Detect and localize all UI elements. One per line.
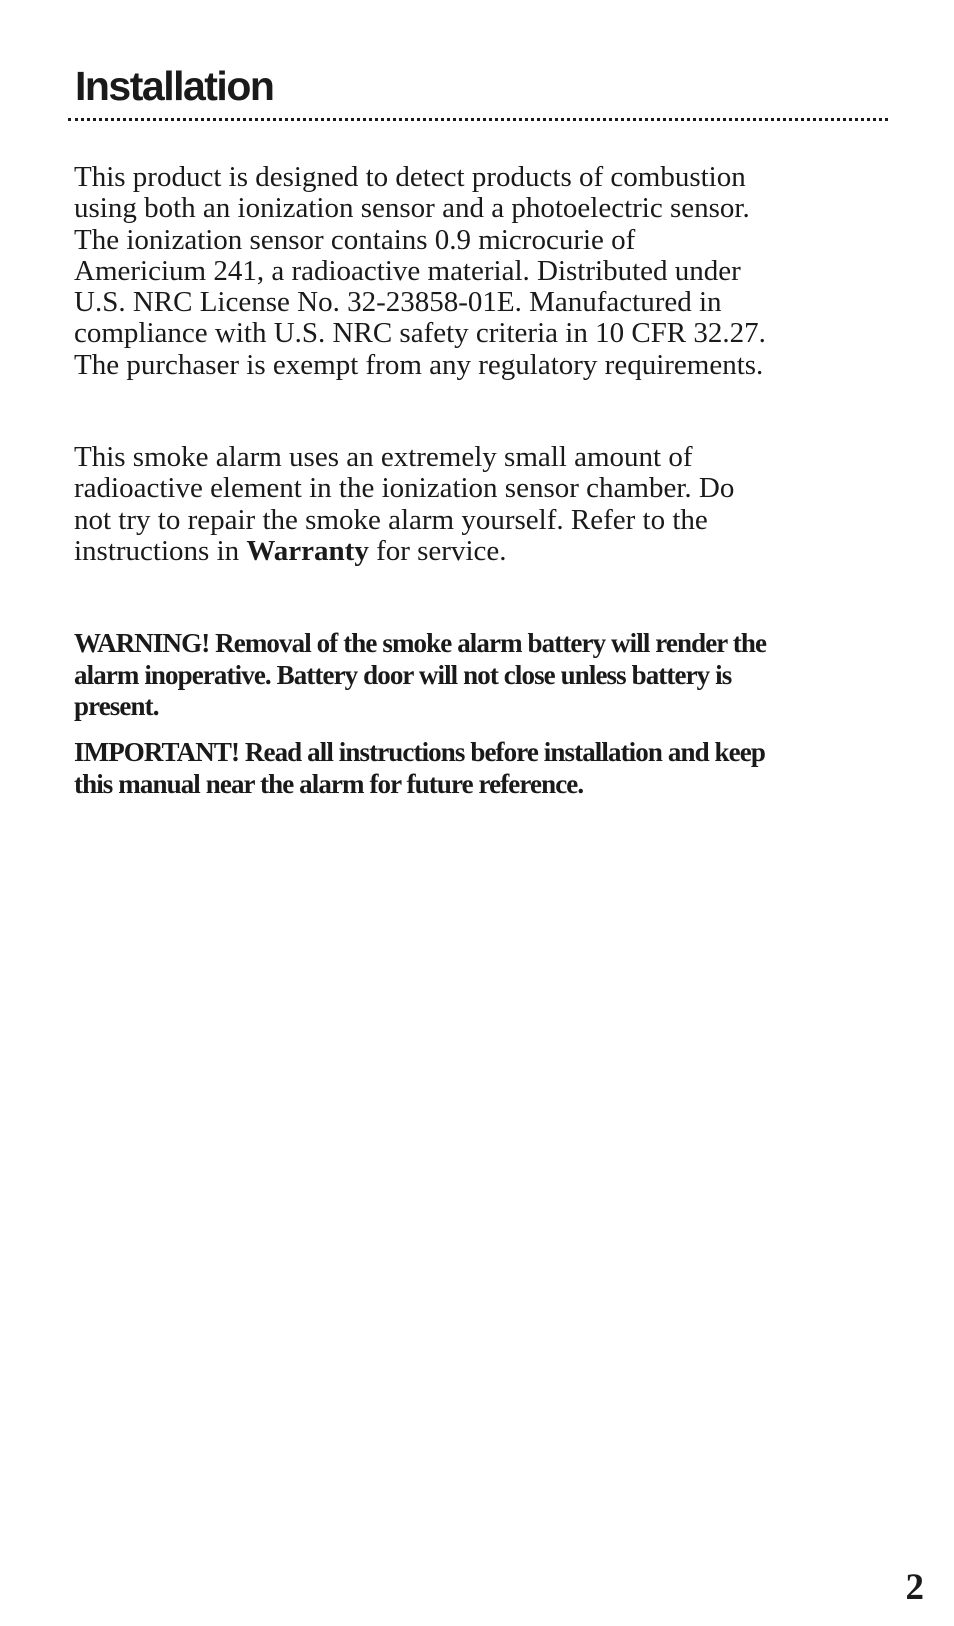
- paragraph-line: The purchaser is exempt from any regulatory requirements.: [74, 348, 764, 381]
- paragraph-text: instructions in: [74, 534, 247, 567]
- important-notice: [74, 737, 924, 800]
- paragraph-line: radioactive element in the ionization sensor chamber. Do: [74, 472, 735, 505]
- warning-line: alarm inoperative. Battery door will not close unless battery is: [74, 659, 732, 690]
- paragraph-line: This smoke alarm uses an extremely small amount of: [74, 441, 693, 473]
- paragraph-line: U.S. NRC License No. 32-23858-01E. Manufactured in: [74, 286, 722, 319]
- paragraph-text: for service.: [368, 534, 507, 567]
- important-line: IMPORTANT! Read all instructions before installation and keep: [74, 737, 765, 767]
- paragraph-line: This product is designed to detect products of combustion: [74, 161, 746, 193]
- paragraph-line: compliance with U.S. NRC safety criteria in 10 CFR 32.27.: [74, 317, 766, 350]
- repair-notice-paragraph: [74, 442, 924, 567]
- paragraph-line: not try to repair the smoke alarm yourself. Refer to the: [74, 503, 708, 536]
- important-line: this manual near the alarm for future reference.: [74, 768, 584, 799]
- paragraph-line: using both an ionization sensor and a photoelectric sensor.: [74, 192, 750, 225]
- warning-line: present.: [74, 691, 159, 721]
- paragraph-line: The ionization sensor contains 0.9 microcurie of: [74, 223, 636, 256]
- battery-warning: [74, 628, 924, 723]
- radioactive-disclosure-paragraph: [74, 162, 924, 381]
- paragraph-line: [74, 536, 924, 567]
- warranty-reference: Warranty: [246, 534, 369, 567]
- paragraph-line: Americium 241, a radioactive material. Distributed under: [74, 254, 741, 287]
- warning-line: WARNING! Removal of the smoke alarm battery will render the: [74, 628, 767, 658]
- page-number: 2: [905, 1567, 924, 1608]
- section-heading: Installation: [75, 63, 274, 109]
- dotted-divider: [68, 118, 888, 121]
